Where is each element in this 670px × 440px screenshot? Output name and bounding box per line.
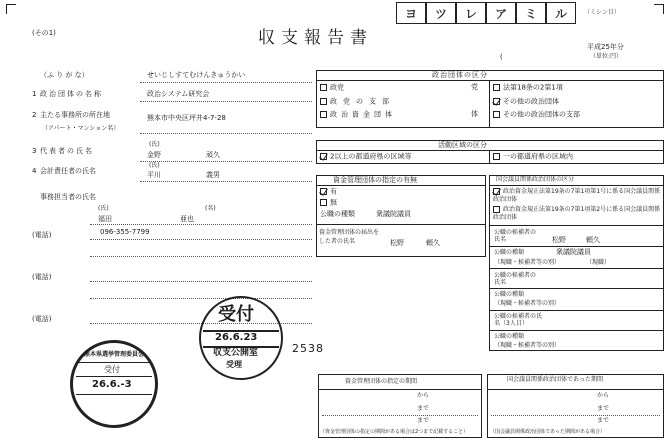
row-num-4: 4	[32, 167, 37, 175]
diet-cand-label-2: 公職の候補者の氏名	[494, 272, 537, 286]
page-title: 収支報告書	[258, 28, 373, 48]
diet-cand-1-surname: 松野	[552, 236, 566, 244]
scope-opt-single[interactable]: 一の都道府県の区域内	[493, 153, 573, 161]
apartment-label: （アパート・マンション名）	[42, 125, 120, 132]
org-type-tail-1: 党	[471, 83, 478, 91]
diet-post-label-2: 公職の種類	[494, 291, 525, 298]
clerk-given: 亜也	[180, 215, 194, 223]
rep-surname: 金野	[147, 151, 161, 159]
treasurer-surname: 平川	[147, 171, 161, 179]
row-num-1: 1	[32, 90, 37, 98]
fund-filer-surname: 松野	[390, 239, 404, 247]
checkbox[interactable]	[493, 84, 500, 91]
diet-heading: 国会議員関係政治団体の区分	[496, 176, 575, 183]
page-ref: (その1)	[32, 29, 56, 37]
row-num-3: 3	[32, 147, 37, 155]
checkbox[interactable]	[320, 84, 327, 91]
clerk-surname-tag: (氏)	[98, 205, 109, 212]
diet-opt-1[interactable]: 政治資金規正法第19条の7第1項第1号に係る国会議員関係政治団体	[493, 188, 661, 203]
receipt-stamp-date: 26.6.23	[215, 332, 258, 343]
diet-period-heading: 国会議員関係政治団体であった期間	[507, 376, 603, 383]
org-type-opt-party[interactable]: 政党	[320, 84, 344, 92]
diet-cand-label-1: 公職の候補者の氏名	[494, 229, 537, 243]
serial-number: 2538	[292, 342, 324, 355]
row-num-2: 2	[32, 111, 37, 119]
receipt-stamp-office: 収支公開室	[213, 348, 259, 358]
rep-label: 代表者の氏名	[40, 147, 94, 155]
scope-heading: 活動区域の区分	[438, 141, 487, 149]
phone-label-3: (電話)	[32, 315, 52, 323]
diet-opt-2[interactable]: 政治資金規正法第19条の7第1項第2号に係る国会議員関係政治団体	[493, 206, 661, 221]
fund-mgmt-opt-no[interactable]: 無	[320, 199, 337, 207]
diet-post-label-3: 公職の種類	[494, 333, 525, 340]
phone-label-2: (電話)	[32, 273, 52, 281]
checkbox[interactable]	[320, 188, 327, 195]
header-code-cell: ア	[486, 2, 516, 24]
diet-period-to: まで	[597, 405, 610, 412]
diet-post-label-1: 公職の種類	[494, 249, 525, 256]
corner-mark	[6, 4, 16, 14]
treasurer-surname-tag: (氏)	[149, 162, 160, 169]
fund-mgmt-opt-yes[interactable]: 有	[320, 188, 337, 196]
furigana-value: せいじしすてむけんきゅうかい	[147, 71, 246, 79]
fund-period-heading: 資金管理団体の指定の期間	[345, 378, 418, 385]
org-type-opt-other[interactable]: その他の政治団体	[493, 98, 559, 106]
commission-stamp-date: 26.6.-3	[92, 379, 132, 390]
furigana-label: （ふ り が な）	[40, 71, 89, 79]
fund-period-to: まで	[417, 405, 430, 412]
commission-stamp-title: 熊本県選挙管理委員会	[83, 351, 144, 358]
treasurer-label: 会計責任者の氏名	[40, 167, 96, 175]
checkbox[interactable]	[320, 111, 327, 118]
treasurer-given: 義男	[206, 171, 220, 179]
clerk-surname: 福田	[98, 215, 112, 223]
checkbox[interactable]	[320, 98, 327, 105]
phone-label-1: (電話)	[32, 231, 52, 239]
diet-status-1: （現職）	[586, 259, 611, 266]
receipt-stamp-title: 受付	[218, 304, 254, 325]
org-type-opt-branch[interactable]: 政党の支部	[320, 98, 395, 106]
paren-open: (	[500, 53, 503, 61]
checkbox[interactable]	[320, 153, 327, 160]
year-label: 平成25年分	[587, 43, 624, 51]
checkbox[interactable]	[493, 206, 500, 213]
fund-post-value: 衆議院議員	[376, 210, 411, 218]
org-type-opt-fund[interactable]: 政治資金団体	[320, 111, 396, 119]
corner-note: （ミシン目）	[584, 9, 620, 16]
fund-mgmt-heading: 資金管理団体の指定の有無	[333, 176, 417, 184]
diet-period-note: （国会議員関係政治団体であった期間がある場合）	[490, 429, 605, 435]
fund-period-note: （資金管理団体の指定の期間がある場合は2つまで記載すること）	[320, 429, 469, 435]
header-code-cell: ヨ	[396, 2, 426, 24]
org-type-opt-18[interactable]: 法第18条の2第1項	[493, 84, 563, 92]
fund-post-label: 公職の種類	[320, 210, 355, 218]
checkbox[interactable]	[493, 188, 500, 195]
org-type-opt-other-branch[interactable]: その他の政治団体の支部	[493, 111, 580, 119]
rep-surname-tag: (氏)	[149, 141, 160, 148]
diet-status-label-3: （現職・候補者等の別）	[494, 342, 561, 349]
checkbox[interactable]	[493, 153, 500, 160]
checkbox[interactable]	[493, 111, 500, 118]
corner-mark	[654, 4, 664, 14]
fund-filer-label: 資金管理団体の届出をした者の氏名	[319, 229, 380, 245]
org-name-value: 政治システム研究会	[147, 90, 210, 98]
org-type-heading: 政治団体の区分	[432, 71, 488, 79]
receipt-stamp-office2: 受理	[226, 360, 242, 369]
rep-given: 頑久	[206, 151, 220, 159]
fund-filer-given: 頼久	[426, 239, 440, 247]
header-code-cell: レ	[456, 2, 486, 24]
header-code-cell: ツ	[426, 2, 456, 24]
address-label: 主たる事務所の所在地	[40, 111, 110, 119]
clerk-label: 事務担当者の氏名	[40, 193, 96, 201]
checkbox[interactable]	[493, 98, 500, 105]
diet-period-from: から	[597, 392, 610, 399]
clerk-given-tag: (名)	[205, 205, 216, 212]
diet-status-label-1: （現職・候補者等の別）	[494, 259, 561, 266]
year-unit: （単位:円）	[590, 53, 623, 60]
diet-cand-label-3: 公職の候補者の氏名（3人目）	[494, 313, 543, 327]
diet-status-label-2: （現職・候補者等の別）	[494, 300, 561, 307]
org-type-tail-3: 体	[471, 110, 478, 118]
phone-value-1: 096-355-7799	[100, 228, 150, 236]
fund-period-from: から	[417, 392, 430, 399]
scope-opt-multi[interactable]: 2以上の都道府県の区域等	[320, 153, 411, 161]
commission-stamp-mid: 受付	[104, 365, 120, 374]
address-value: 熊本市中央区坪井4-7-28	[147, 114, 226, 122]
diet-period-to-2: まで	[597, 417, 610, 424]
header-code-cell: ミ	[516, 2, 546, 24]
header-code-cell: ル	[546, 2, 576, 24]
org-name-label: 政治団体の名称	[40, 90, 103, 98]
diet-cand-1-given: 頼久	[586, 236, 600, 244]
checkbox[interactable]	[320, 199, 327, 206]
diet-post-1: 衆議院議員	[556, 248, 591, 256]
fund-period-to-2: まで	[417, 417, 430, 424]
